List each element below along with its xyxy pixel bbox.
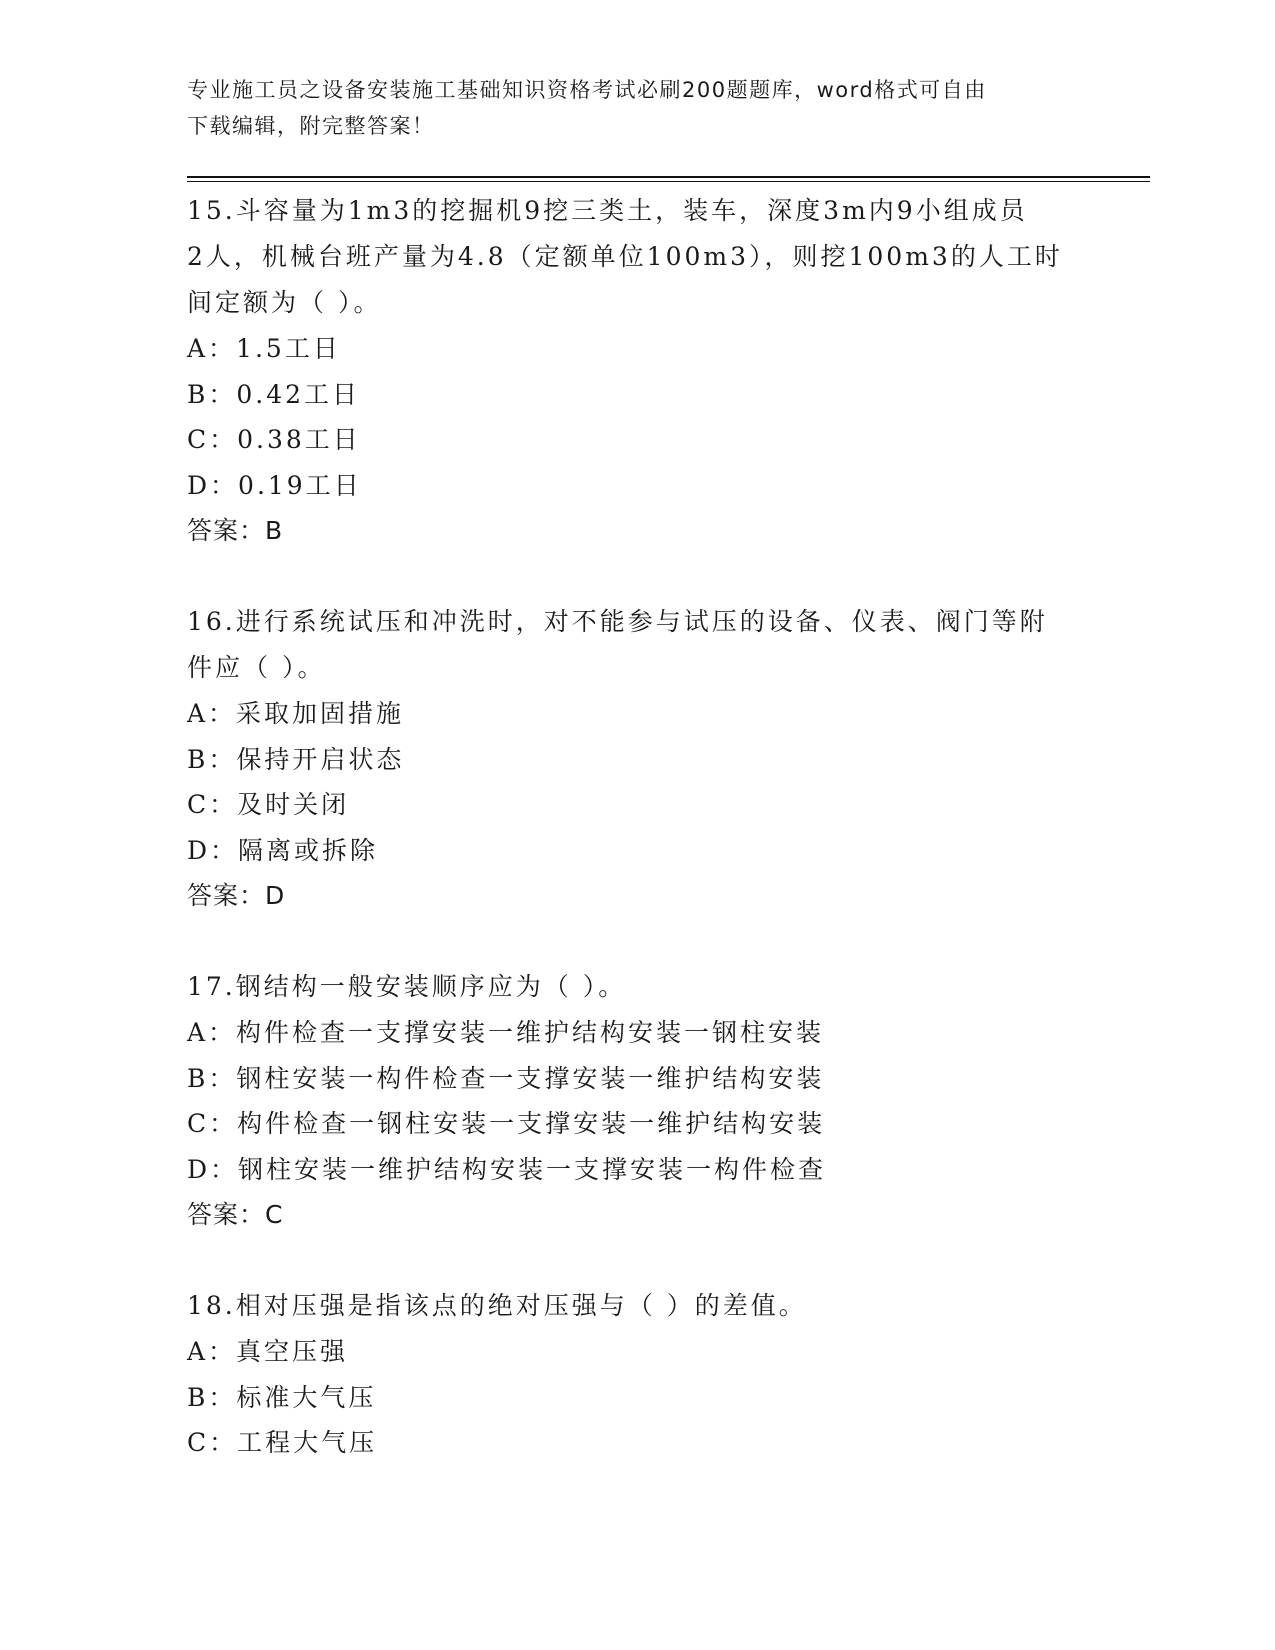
header-divider-thin [187,181,1150,182]
option-d: D：隔离或拆除 [187,835,379,865]
option-c: C：0.38工日 [187,425,361,454]
question-text [187,1283,1087,1329]
option-a: A：1.5工日 [187,334,341,363]
question-text [187,964,1087,1010]
question-18 [187,1283,1087,1466]
option-a: A：构件检查一支撑安装一维护结构安装一钢柱安装 [187,1018,825,1047]
option-a: A：真空压强 [187,1337,349,1366]
question-line: 18.相对压强是指该点的绝对压强与（ ）的差值。 [187,1291,807,1320]
question-line: 15.斗容量为1m3的挖掘机9挖三类土，装车，深度3m内9小组成员 [187,196,1028,225]
question-list [187,188,1087,1511]
document-header [187,72,1067,144]
question-17 [187,964,1087,1238]
option-d: D：0.19工日 [187,470,362,500]
question-line: 17.钢结构一般安装顺序应为（ ）。 [187,972,627,1001]
option-c: C：工程大气压 [187,1428,378,1457]
answer-line: 答案：C [187,1200,284,1229]
header-line-1: 专业施工员之设备安装施工基础知识资格考试必刷200题题库，word格式可自由 [187,78,987,102]
header-line-2: 下载编辑，附完整答案！ [187,114,435,138]
question-line: 16.进行系统试压和冲洗时，对不能参与试压的设备、仪表、阀门等附 [187,607,1048,636]
question-line: 件应（ ）。 [187,653,326,682]
question-text [187,599,1087,691]
question-15 [187,188,1087,554]
option-b: B：标准大气压 [187,1382,377,1412]
option-b: B：保持开启状态 [187,744,405,774]
question-line: 间定额为（ ）。 [187,288,382,317]
option-d: D：钢柱安装一维护结构安装一支撑安装一构件检查 [187,1154,827,1184]
option-b: B：0.42工日 [187,379,361,409]
option-c: C：构件检查一钢柱安装一支撑安装一维护结构安装 [187,1109,826,1138]
option-b: B：钢柱安装一构件检查一支撑安装一维护结构安装 [187,1063,825,1093]
question-text [187,188,1087,326]
option-a: A：采取加固措施 [187,699,405,728]
answer-line: 答案：B [187,516,284,545]
answer-line: 答案：D [187,881,286,910]
question-line: 2人，机械台班产量为4.8（定额单位100m3），则挖100m3的人工时 [187,242,1063,271]
question-16 [187,599,1087,919]
option-c: C：及时关闭 [187,790,350,819]
header-divider-thick [187,176,1150,178]
